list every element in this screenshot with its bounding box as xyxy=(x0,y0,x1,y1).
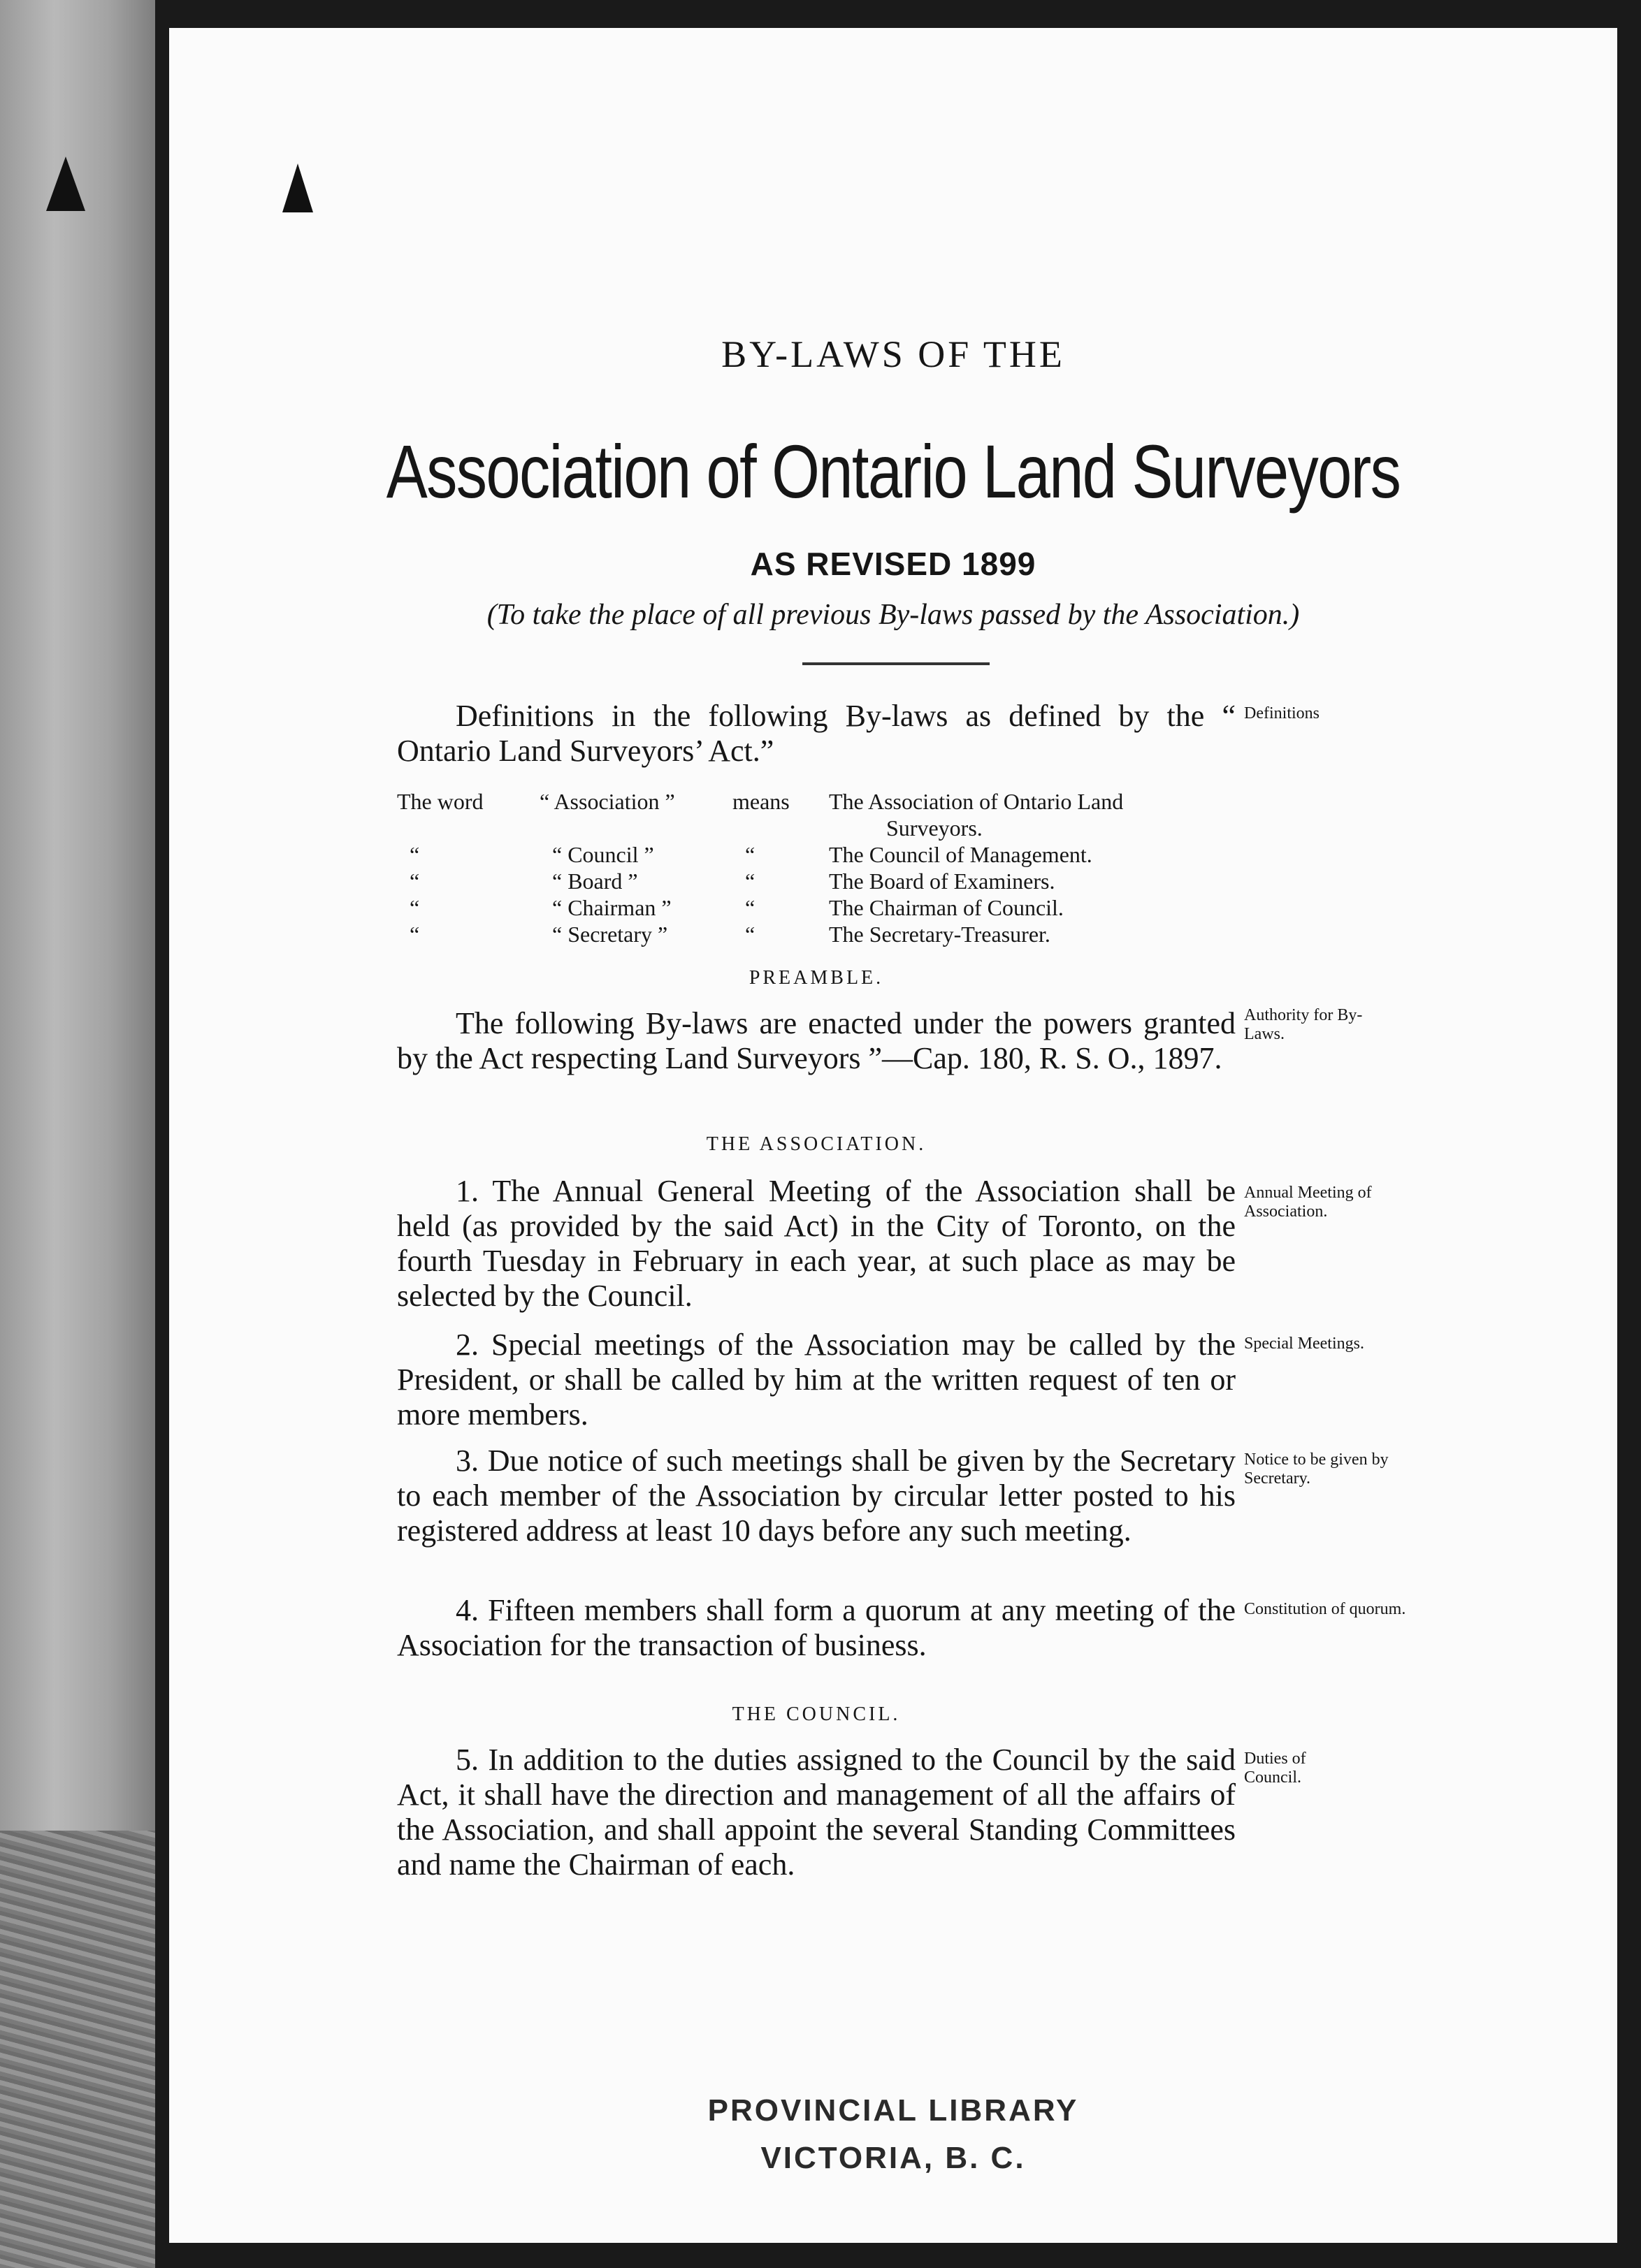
definition-row xyxy=(397,868,1262,894)
definition-prefix: “ xyxy=(410,895,420,920)
definition-meaning: The Association of Ontario Land xyxy=(829,789,1124,814)
page-mark-icon xyxy=(282,163,313,212)
definition-row xyxy=(397,921,1262,947)
bylaw-item-4: 4. Fifteen members shall form a quorum at any meeting of the Association for the transaction of business. xyxy=(397,1593,1236,1662)
definitions-table xyxy=(397,788,1262,947)
definition-prefix: “ xyxy=(410,842,420,867)
definition-prefix: “ xyxy=(410,868,420,894)
definition-means: means xyxy=(732,789,790,814)
preamble-margin-note: Authority for By-Laws. xyxy=(1244,1006,1363,1043)
document-page xyxy=(169,28,1617,2243)
preamble-text: The following By-laws are enacted under the powers granted by the Act respecting Land Surveyors ”—Cap. 180, R. S. O., 1897. xyxy=(397,1006,1236,1075)
bylaw-item-1: 1. The Annual General Meeting of the Association shall be held (as provided by the said Act) in the City of Toronto, on the fourth Tuesday in February in each year, at such place as may be selected by the Council. xyxy=(397,1174,1236,1313)
definition-meaning: The Council of Management. xyxy=(829,842,1092,867)
definition-row xyxy=(397,894,1262,921)
definition-term: “ Association ” xyxy=(540,789,675,814)
definition-row xyxy=(397,788,1262,815)
title-rule xyxy=(802,662,990,665)
definition-meaning: The Chairman of Council. xyxy=(829,895,1064,920)
definition-means: “ xyxy=(745,842,756,867)
bylaw-item-5-margin-note: Duties of Council. xyxy=(1244,1750,1306,1787)
preamble-heading: PREAMBLE. xyxy=(749,967,884,989)
definition-term: “ Council ” xyxy=(552,842,654,867)
definition-means: “ xyxy=(745,868,756,894)
revision-note: (To take the place of all previous By-laws passed by the Association.) xyxy=(486,599,1300,631)
association-title: Association of Ontario Land Surveyors xyxy=(386,429,1401,514)
definition-means: “ xyxy=(745,922,756,947)
definitions-intro: Definitions in the following By-laws as defined by the “ Ontario Land Surveyors’ Act.” xyxy=(397,699,1236,768)
definition-meaning: The Board of Examiners. xyxy=(829,868,1055,894)
definitions-margin-note: Definitions xyxy=(1244,704,1320,722)
definition-prefix: “ xyxy=(410,922,420,947)
definition-term: “ Chairman ” xyxy=(552,895,672,920)
bylaw-item-2-margin-note: Special Meetings. xyxy=(1244,1335,1364,1353)
definition-row-continuation xyxy=(397,815,1262,841)
bylaw-item-3-margin-note: Notice to be given by Secretary. xyxy=(1244,1451,1389,1488)
spine-mark-icon xyxy=(46,157,85,211)
bylaws-heading: BY-LAWS OF THE xyxy=(721,333,1065,375)
definition-prefix: The word xyxy=(397,789,484,814)
definition-meaning-cont: Surveyors. xyxy=(886,815,983,841)
definition-term: “ Board ” xyxy=(552,868,638,894)
council-section-heading: THE COUNCIL. xyxy=(732,1703,901,1725)
association-section-heading: THE ASSOCIATION. xyxy=(706,1133,927,1155)
bylaw-item-5: 5. In addition to the duties assigned to the Council by the said Act, it shall have the direction and management of all the affairs of the Association, and shall appoint the several Standing Committees and name the Chairman of each. xyxy=(397,1743,1236,1882)
definition-means: “ xyxy=(745,895,756,920)
bylaw-item-1-margin-note: Annual Meeting of Association. xyxy=(1244,1184,1372,1221)
definition-term: “ Secretary ” xyxy=(552,922,668,947)
book-spine-worn-edge xyxy=(0,1831,155,2268)
definition-row xyxy=(397,841,1262,868)
definition-meaning: The Secretary-Treasurer. xyxy=(829,922,1050,947)
library-stamp-line-2: VICTORIA, B. C. xyxy=(760,2141,1026,2175)
bylaw-item-3: 3. Due notice of such meetings shall be given by the Secretary to each member of the Association by circular letter posted to his registered address at least 10 days before any such meeting. xyxy=(397,1444,1236,1548)
bylaw-item-4-margin-note: Constitution of quorum. xyxy=(1244,1600,1406,1618)
bylaw-item-2: 2. Special meetings of the Association may be called by the President, or shall be called by him at the written request of ten or more members. xyxy=(397,1328,1236,1432)
revised-line: AS REVISED 1899 xyxy=(750,546,1036,582)
library-stamp-line-1: PROVINCIAL LIBRARY xyxy=(707,2093,1079,2128)
